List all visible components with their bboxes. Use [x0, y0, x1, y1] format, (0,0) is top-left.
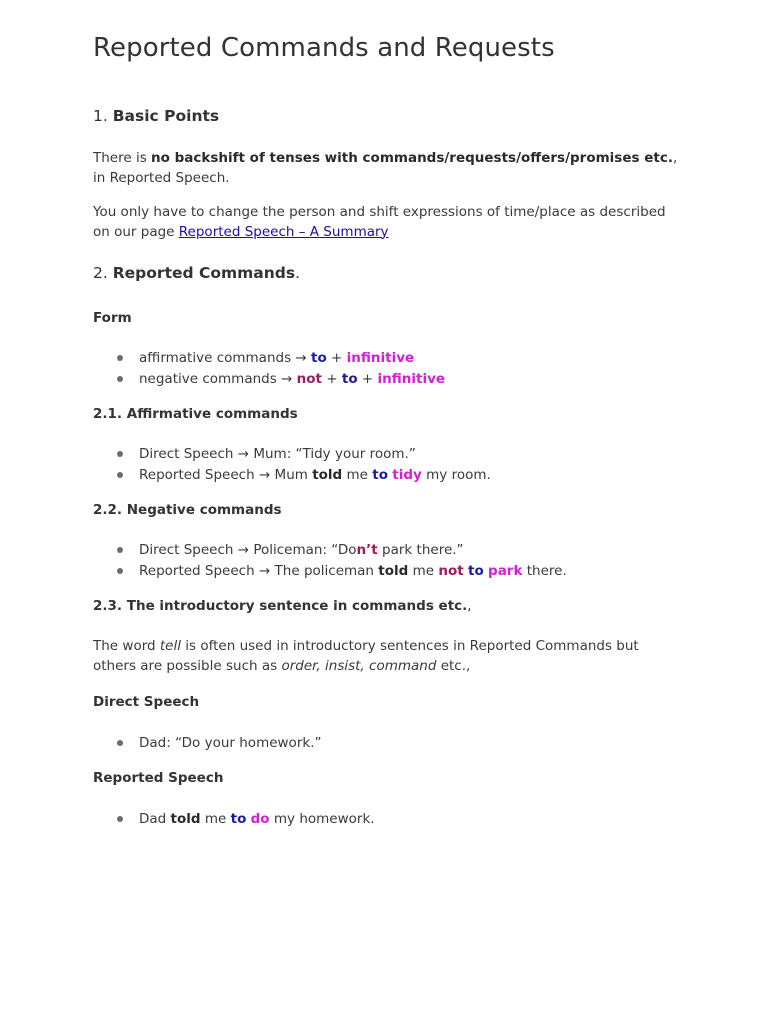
negative-commands-heading: 2.2. Negative commands: [93, 502, 282, 518]
direct-speech-list: [93, 733, 321, 754]
no-backshift-emphasis: no backshift of tenses with commands/requests/offers/promises etc.: [151, 150, 673, 166]
section-2-heading: 2. Reported Commands.: [93, 264, 301, 282]
list-item: Dad told me to do my homework.: [93, 809, 375, 830]
section-1-heading: 1. Basic Points: [93, 107, 220, 125]
list-item: Direct Speech → Policeman: “Don’t park there.”: [93, 540, 567, 561]
section-2-title: Reported Commands: [112, 264, 296, 282]
reported-speech-list: [93, 809, 375, 830]
tell-word: tell: [159, 638, 181, 654]
list-item: negative commands → not + to + infinitive: [93, 369, 445, 390]
affirmative-commands-heading: 2.1. Affirmative commands: [93, 406, 298, 422]
section-1-number: 1: [93, 107, 103, 125]
affirmative-list: [93, 444, 491, 485]
reported-speech-heading: Reported Speech: [93, 770, 224, 786]
reported-speech-summary-link[interactable]: Reported Speech – A Summary: [178, 223, 389, 240]
negative-list: [93, 540, 567, 581]
list-item: Direct Speech → Mum: “Tidy your room.”: [93, 444, 491, 465]
page-title: Reported Commands and Requests: [93, 33, 555, 63]
section-2-number: 2: [93, 264, 103, 282]
list-item: Dad: “Do your homework.”: [93, 733, 321, 754]
example-verbs: order, insist, command: [281, 657, 437, 674]
direct-speech-heading: Direct Speech: [93, 694, 200, 710]
introductory-paragraph: The word tell is often used in introductory sentences in Reported Commands but others are possible such as order, insist, command etc.,: [93, 638, 639, 674]
section-1-title: Basic Points: [112, 107, 220, 125]
form-list: [93, 348, 445, 389]
basic-points-paragraph-1: There is no backshift of tenses with commands/requests/offers/promises etc., in Reported Speech.: [93, 150, 678, 186]
form-heading: Form: [93, 310, 132, 326]
list-item: Reported Speech → The policeman told me not to park there.: [93, 561, 567, 582]
basic-points-paragraph-2: You only have to change the person and shift expressions of time/place as described on our page Reported Speech – A Summary: [93, 204, 666, 240]
list-item: Reported Speech → Mum told me to tidy my room.: [93, 465, 491, 486]
list-item: affirmative commands → to + infinitive: [93, 348, 445, 369]
introductory-sentence-heading: 2.3. The introductory sentence in commands etc.,: [93, 598, 472, 614]
